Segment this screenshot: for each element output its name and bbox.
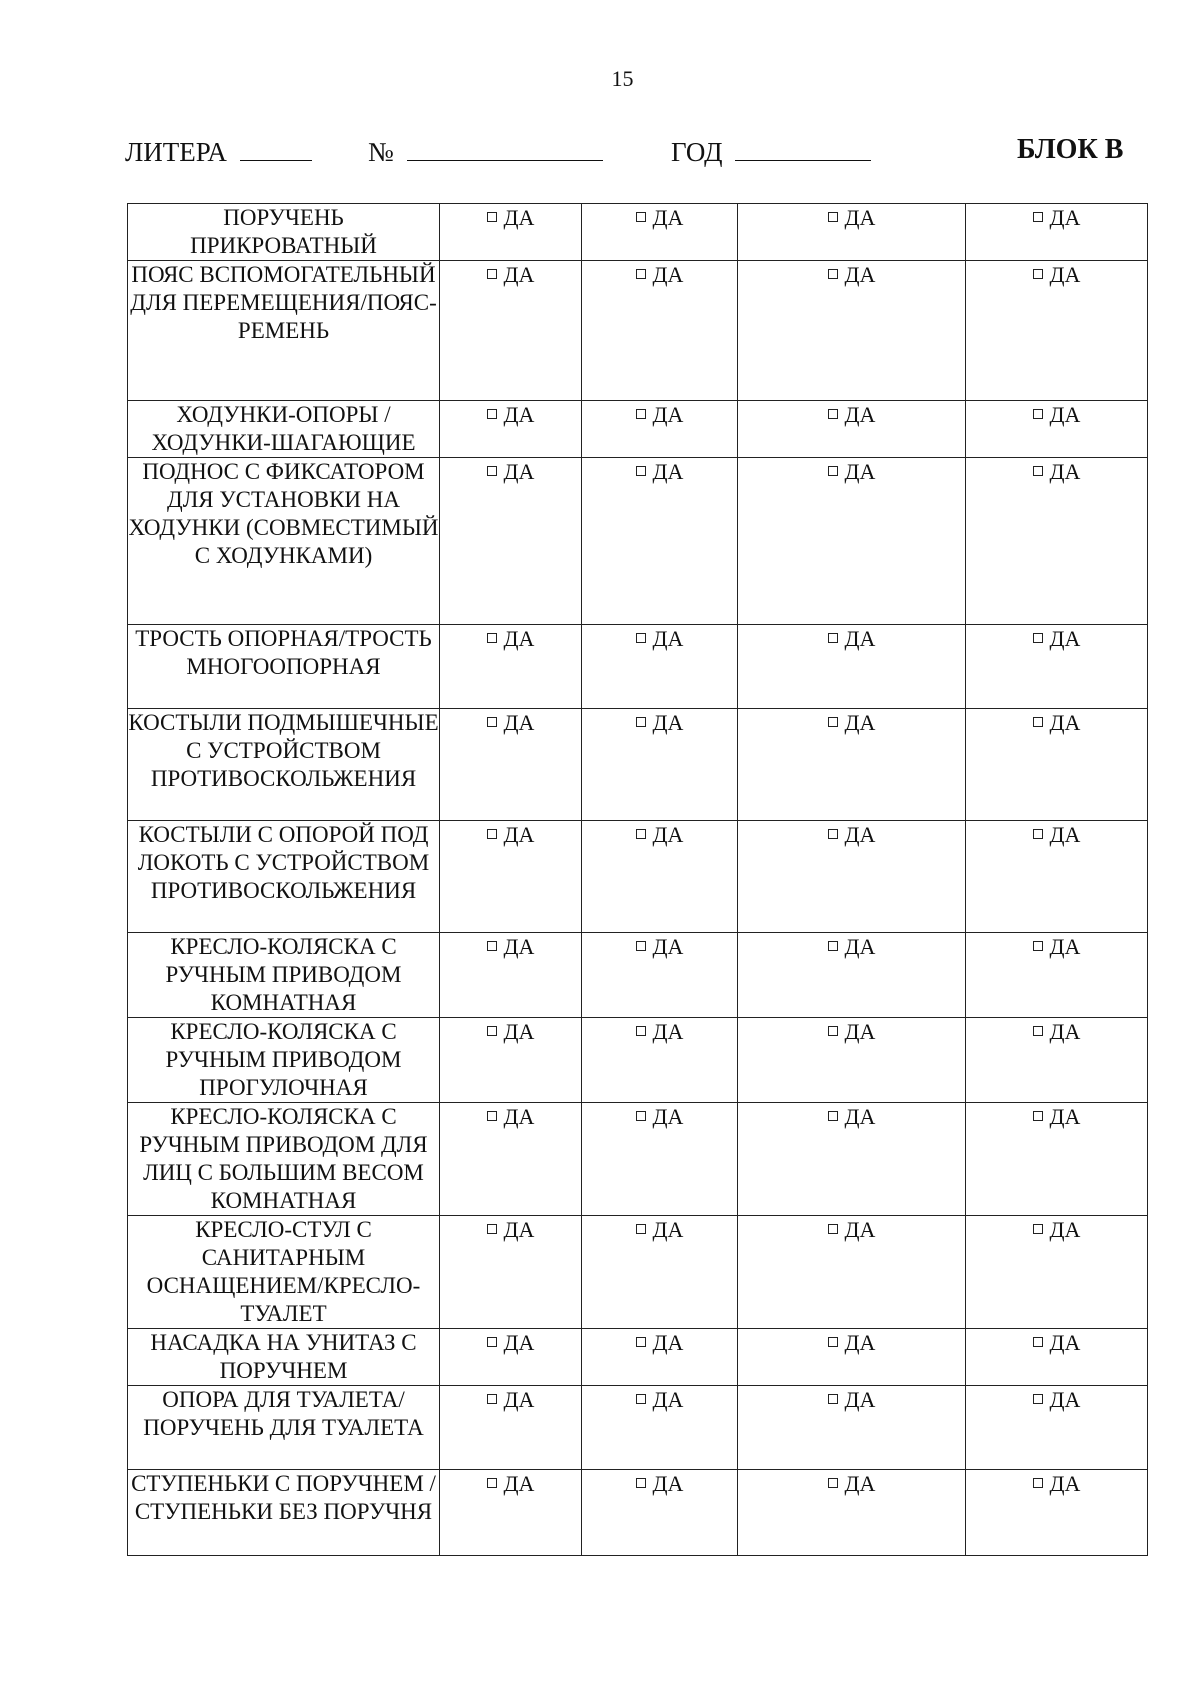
equipment-name: ОПОРА ДЛЯ ТУАЛЕТА/ПОРУЧЕНЬ ДЛЯ ТУАЛЕТА bbox=[128, 1386, 440, 1470]
equipment-name: КОСТЫЛИ ПОДМЫШЕЧНЫЕ С УСТРОЙСТВОМ ПРОТИВОСКОЛЬЖЕНИЯ bbox=[128, 709, 440, 821]
yes-label: ДА bbox=[844, 459, 876, 484]
option-cell bbox=[966, 1018, 1148, 1103]
checkbox-icon[interactable] bbox=[1033, 409, 1043, 419]
checkbox-icon[interactable] bbox=[1033, 212, 1043, 222]
equipment-name: КРЕСЛО-КОЛЯСКА С РУЧНЫМ ПРИВОДОМ КОМНАТНАЯ bbox=[128, 933, 440, 1018]
table-row bbox=[128, 1386, 1148, 1470]
checkbox-icon[interactable] bbox=[487, 409, 497, 419]
option-cell bbox=[738, 625, 966, 709]
option-cell bbox=[582, 458, 738, 625]
yes-label: ДА bbox=[652, 626, 684, 651]
option-cell bbox=[966, 821, 1148, 933]
yes-option[interactable] bbox=[440, 204, 581, 232]
yes-label: ДА bbox=[652, 1019, 684, 1044]
option-cell bbox=[966, 1216, 1148, 1329]
yes-option[interactable] bbox=[582, 709, 737, 737]
option-cell bbox=[582, 709, 738, 821]
option-cell bbox=[440, 625, 582, 709]
checkbox-icon[interactable] bbox=[487, 1394, 497, 1404]
option-cell bbox=[738, 1103, 966, 1216]
yes-option[interactable] bbox=[966, 204, 1147, 232]
yes-option[interactable] bbox=[440, 1329, 581, 1357]
yes-label: ДА bbox=[503, 459, 535, 484]
checkbox-icon[interactable] bbox=[487, 466, 497, 476]
yes-label: ДА bbox=[844, 934, 876, 959]
checkbox-icon[interactable] bbox=[636, 466, 646, 476]
yes-option[interactable] bbox=[440, 933, 581, 961]
checkbox-icon[interactable] bbox=[828, 1478, 838, 1488]
checkbox-icon[interactable] bbox=[1033, 1111, 1043, 1121]
option-cell bbox=[966, 204, 1148, 261]
table-row bbox=[128, 204, 1148, 261]
table-row bbox=[128, 261, 1148, 401]
checkbox-icon[interactable] bbox=[487, 212, 497, 222]
yes-option[interactable] bbox=[966, 821, 1147, 849]
yes-option[interactable] bbox=[738, 933, 965, 961]
yes-option[interactable] bbox=[738, 821, 965, 849]
yes-option[interactable] bbox=[440, 1216, 581, 1244]
yes-option[interactable] bbox=[440, 1470, 581, 1498]
year-field bbox=[671, 134, 871, 168]
number-label: № bbox=[368, 137, 394, 167]
yes-label: ДА bbox=[503, 1387, 535, 1412]
yes-option[interactable] bbox=[582, 1103, 737, 1131]
yes-label: ДА bbox=[503, 822, 535, 847]
checkbox-icon[interactable] bbox=[828, 1394, 838, 1404]
yes-label: ДА bbox=[1049, 1019, 1081, 1044]
yes-option[interactable] bbox=[582, 1470, 737, 1498]
option-cell bbox=[738, 709, 966, 821]
option-cell bbox=[582, 261, 738, 401]
yes-label: ДА bbox=[1049, 262, 1081, 287]
yes-option[interactable] bbox=[738, 401, 965, 429]
option-cell bbox=[582, 821, 738, 933]
checkbox-icon[interactable] bbox=[828, 717, 838, 727]
table-row bbox=[128, 1216, 1148, 1329]
yes-label: ДА bbox=[1049, 459, 1081, 484]
option-cell bbox=[966, 401, 1148, 458]
checkbox-icon[interactable] bbox=[487, 1224, 497, 1234]
litera-blank[interactable] bbox=[240, 134, 312, 161]
table-row bbox=[128, 1103, 1148, 1216]
yes-option[interactable] bbox=[966, 933, 1147, 961]
yes-label: ДА bbox=[503, 934, 535, 959]
option-cell bbox=[440, 1018, 582, 1103]
checkbox-icon[interactable] bbox=[636, 1394, 646, 1404]
yes-option[interactable] bbox=[738, 261, 965, 289]
yes-option[interactable] bbox=[966, 709, 1147, 737]
yes-label: ДА bbox=[1049, 1330, 1081, 1355]
option-cell bbox=[440, 821, 582, 933]
option-cell bbox=[440, 1470, 582, 1556]
option-cell bbox=[582, 625, 738, 709]
checkbox-icon[interactable] bbox=[828, 466, 838, 476]
year-label: ГОД bbox=[671, 137, 723, 167]
table-row bbox=[128, 1329, 1148, 1386]
yes-label: ДА bbox=[844, 1330, 876, 1355]
table-row bbox=[128, 1018, 1148, 1103]
option-cell bbox=[440, 1386, 582, 1470]
option-cell bbox=[738, 1470, 966, 1556]
checkbox-icon[interactable] bbox=[487, 1111, 497, 1121]
form-header bbox=[0, 134, 1200, 174]
yes-option[interactable] bbox=[738, 1103, 965, 1131]
yes-option[interactable] bbox=[440, 401, 581, 429]
checkbox-icon[interactable] bbox=[828, 269, 838, 279]
yes-label: ДА bbox=[844, 205, 876, 230]
yes-label: ДА bbox=[844, 710, 876, 735]
yes-option[interactable] bbox=[738, 1216, 965, 1244]
yes-label: ДА bbox=[503, 1217, 535, 1242]
yes-option[interactable] bbox=[440, 1386, 581, 1414]
yes-label: ДА bbox=[652, 822, 684, 847]
option-cell bbox=[738, 933, 966, 1018]
equipment-name: НАСАДКА НА УНИТАЗ С ПОРУЧНЕМ bbox=[128, 1329, 440, 1386]
yes-label: ДА bbox=[1049, 822, 1081, 847]
yes-option[interactable] bbox=[966, 261, 1147, 289]
yes-option[interactable] bbox=[966, 625, 1147, 653]
yes-option[interactable] bbox=[966, 458, 1147, 486]
yes-label: ДА bbox=[503, 402, 535, 427]
yes-option[interactable] bbox=[738, 458, 965, 486]
litera-label: ЛИТЕРА bbox=[125, 137, 227, 167]
checkbox-icon[interactable] bbox=[828, 829, 838, 839]
yes-label: ДА bbox=[652, 1217, 684, 1242]
yes-option[interactable] bbox=[440, 625, 581, 653]
option-cell bbox=[582, 204, 738, 261]
yes-label: ДА bbox=[503, 205, 535, 230]
table-row bbox=[128, 933, 1148, 1018]
checkbox-icon[interactable] bbox=[1033, 941, 1043, 951]
option-cell bbox=[582, 1386, 738, 1470]
yes-option[interactable] bbox=[582, 401, 737, 429]
yes-label: ДА bbox=[652, 262, 684, 287]
yes-option[interactable] bbox=[582, 1329, 737, 1357]
yes-label: ДА bbox=[503, 1019, 535, 1044]
checkbox-icon[interactable] bbox=[487, 1478, 497, 1488]
checkbox-icon[interactable] bbox=[1033, 1337, 1043, 1347]
yes-option[interactable] bbox=[966, 1103, 1147, 1131]
yes-label: ДА bbox=[503, 1104, 535, 1129]
option-cell bbox=[440, 709, 582, 821]
yes-label: ДА bbox=[1049, 934, 1081, 959]
table-row bbox=[128, 1470, 1148, 1556]
checkbox-icon[interactable] bbox=[487, 269, 497, 279]
option-cell bbox=[966, 1386, 1148, 1470]
equipment-table-body bbox=[128, 204, 1148, 1556]
yes-option[interactable] bbox=[440, 1018, 581, 1046]
equipment-name: СТУПЕНЬКИ С ПОРУЧНЕМ /СТУПЕНЬКИ БЕЗ ПОРУЧНЯ bbox=[128, 1470, 440, 1556]
checkbox-icon[interactable] bbox=[487, 633, 497, 643]
yes-label: ДА bbox=[652, 1471, 684, 1496]
option-cell bbox=[440, 1329, 582, 1386]
option-cell bbox=[966, 458, 1148, 625]
yes-option[interactable] bbox=[966, 1018, 1147, 1046]
equipment-name: КРЕСЛО-СТУЛ С САНИТАРНЫМ ОСНАЩЕНИЕМ/КРЕСЛО-ТУАЛЕТ bbox=[128, 1216, 440, 1329]
yes-option[interactable] bbox=[582, 1216, 737, 1244]
option-cell bbox=[966, 1470, 1148, 1556]
option-cell bbox=[440, 933, 582, 1018]
option-cell bbox=[738, 1216, 966, 1329]
option-cell bbox=[582, 933, 738, 1018]
checkbox-icon[interactable] bbox=[636, 829, 646, 839]
yes-option[interactable] bbox=[966, 1386, 1147, 1414]
option-cell bbox=[582, 1470, 738, 1556]
option-cell bbox=[440, 261, 582, 401]
year-blank[interactable] bbox=[735, 134, 871, 161]
checkbox-icon[interactable] bbox=[487, 829, 497, 839]
option-cell bbox=[440, 1216, 582, 1329]
yes-label: ДА bbox=[503, 1471, 535, 1496]
option-cell bbox=[966, 261, 1148, 401]
yes-label: ДА bbox=[1049, 1387, 1081, 1412]
yes-label: ДА bbox=[503, 262, 535, 287]
yes-option[interactable] bbox=[582, 458, 737, 486]
yes-label: ДА bbox=[844, 1387, 876, 1412]
yes-option[interactable] bbox=[582, 1386, 737, 1414]
yes-option[interactable] bbox=[738, 204, 965, 232]
number-blank[interactable] bbox=[407, 134, 603, 161]
yes-option[interactable] bbox=[966, 1216, 1147, 1244]
yes-label: ДА bbox=[503, 710, 535, 735]
yes-label: ДА bbox=[503, 1330, 535, 1355]
yes-label: ДА bbox=[844, 626, 876, 651]
yes-label: ДА bbox=[1049, 402, 1081, 427]
checkbox-icon[interactable] bbox=[1033, 1394, 1043, 1404]
table-row bbox=[128, 458, 1148, 625]
checkbox-icon[interactable] bbox=[1033, 466, 1043, 476]
checkbox-icon[interactable] bbox=[828, 633, 838, 643]
option-cell bbox=[738, 1018, 966, 1103]
checkbox-icon[interactable] bbox=[487, 941, 497, 951]
yes-label: ДА bbox=[844, 262, 876, 287]
checkbox-icon[interactable] bbox=[636, 212, 646, 222]
checkbox-icon[interactable] bbox=[636, 1478, 646, 1488]
yes-label: ДА bbox=[1049, 205, 1081, 230]
yes-option[interactable] bbox=[738, 1386, 965, 1414]
option-cell bbox=[738, 401, 966, 458]
equipment-name: ПОЯС ВСПОМОГАТЕЛЬНЫЙ ДЛЯ ПЕРЕМЕЩЕНИЯ/ПОЯС-РЕМЕНЬ bbox=[128, 261, 440, 401]
option-cell bbox=[440, 1103, 582, 1216]
table-row bbox=[128, 625, 1148, 709]
yes-option[interactable] bbox=[582, 1018, 737, 1046]
checkbox-icon[interactable] bbox=[828, 1224, 838, 1234]
checkbox-icon[interactable] bbox=[828, 1026, 838, 1036]
option-cell bbox=[582, 401, 738, 458]
option-cell bbox=[966, 709, 1148, 821]
yes-label: ДА bbox=[844, 1471, 876, 1496]
yes-label: ДА bbox=[652, 710, 684, 735]
option-cell bbox=[738, 458, 966, 625]
number-field bbox=[368, 134, 603, 168]
option-cell bbox=[582, 1018, 738, 1103]
yes-option[interactable] bbox=[440, 458, 581, 486]
yes-option[interactable] bbox=[738, 709, 965, 737]
yes-option[interactable] bbox=[440, 261, 581, 289]
option-cell bbox=[966, 1103, 1148, 1216]
option-cell bbox=[738, 261, 966, 401]
yes-label: ДА bbox=[652, 1104, 684, 1129]
checkbox-icon[interactable] bbox=[828, 1337, 838, 1347]
checkbox-icon[interactable] bbox=[487, 1026, 497, 1036]
checkbox-icon[interactable] bbox=[636, 1111, 646, 1121]
checkbox-icon[interactable] bbox=[636, 633, 646, 643]
yes-option[interactable] bbox=[582, 821, 737, 849]
checkbox-icon[interactable] bbox=[636, 717, 646, 727]
equipment-name: ПОРУЧЕНЬ ПРИКРОВАТНЫЙ bbox=[128, 204, 440, 261]
checkbox-icon[interactable] bbox=[636, 409, 646, 419]
equipment-name: ТРОСТЬ ОПОРНАЯ/ТРОСТЬ МНОГООПОРНАЯ bbox=[128, 625, 440, 709]
yes-label: ДА bbox=[652, 459, 684, 484]
option-cell bbox=[582, 1103, 738, 1216]
option-cell bbox=[738, 1329, 966, 1386]
yes-option[interactable] bbox=[440, 709, 581, 737]
yes-option[interactable] bbox=[582, 625, 737, 653]
option-cell bbox=[738, 821, 966, 933]
option-cell bbox=[440, 458, 582, 625]
yes-option[interactable] bbox=[582, 261, 737, 289]
yes-option[interactable] bbox=[966, 1470, 1147, 1498]
checkbox-icon[interactable] bbox=[1033, 717, 1043, 727]
yes-label: ДА bbox=[652, 402, 684, 427]
page-number: 15 bbox=[611, 66, 634, 91]
checkbox-icon[interactable] bbox=[1033, 829, 1043, 839]
yes-label: ДА bbox=[1049, 710, 1081, 735]
checkbox-icon[interactable] bbox=[828, 941, 838, 951]
yes-label: ДА bbox=[652, 205, 684, 230]
checkbox-icon[interactable] bbox=[487, 1337, 497, 1347]
yes-option[interactable] bbox=[966, 1329, 1147, 1357]
checkbox-icon[interactable] bbox=[1033, 1478, 1043, 1488]
yes-option[interactable] bbox=[738, 1470, 965, 1498]
option-cell bbox=[966, 1329, 1148, 1386]
checkbox-icon[interactable] bbox=[828, 409, 838, 419]
checkbox-icon[interactable] bbox=[636, 1026, 646, 1036]
yes-label: ДА bbox=[844, 1019, 876, 1044]
checkbox-icon[interactable] bbox=[828, 1111, 838, 1121]
option-cell bbox=[440, 204, 582, 261]
yes-option[interactable] bbox=[440, 1103, 581, 1131]
yes-label: ДА bbox=[1049, 1217, 1081, 1242]
equipment-name: ХОДУНКИ-ОПОРЫ /ХОДУНКИ-ШАГАЮЩИЕ bbox=[128, 401, 440, 458]
checkbox-icon[interactable] bbox=[636, 1337, 646, 1347]
option-cell bbox=[440, 401, 582, 458]
checkbox-icon[interactable] bbox=[1033, 1224, 1043, 1234]
checkbox-icon[interactable] bbox=[636, 1224, 646, 1234]
table-row bbox=[128, 709, 1148, 821]
option-cell bbox=[738, 1386, 966, 1470]
yes-label: ДА bbox=[652, 1387, 684, 1412]
equipment-name: КРЕСЛО-КОЛЯСКА С РУЧНЫМ ПРИВОДОМ ДЛЯ ЛИЦ С БОЛЬШИМ ВЕСОМ КОМНАТНАЯ bbox=[128, 1103, 440, 1216]
yes-label: ДА bbox=[844, 402, 876, 427]
yes-label: ДА bbox=[503, 626, 535, 651]
checkbox-icon[interactable] bbox=[636, 941, 646, 951]
option-cell bbox=[966, 625, 1148, 709]
table-row bbox=[128, 401, 1148, 458]
yes-option[interactable] bbox=[966, 401, 1147, 429]
checkbox-icon[interactable] bbox=[828, 212, 838, 222]
yes-option[interactable] bbox=[582, 933, 737, 961]
checkbox-icon[interactable] bbox=[487, 717, 497, 727]
yes-label: ДА bbox=[844, 822, 876, 847]
equipment-name: ПОДНОС С ФИКСАТОРОМ ДЛЯ УСТАНОВКИ НА ХОДУНКИ (СОВМЕСТИМЫЙ С ХОДУНКАМИ) bbox=[128, 458, 440, 625]
block-title: БЛОК В bbox=[1017, 134, 1124, 165]
yes-label: ДА bbox=[652, 1330, 684, 1355]
yes-option[interactable] bbox=[738, 1018, 965, 1046]
yes-label: ДА bbox=[1049, 1471, 1081, 1496]
equipment-table bbox=[127, 203, 1148, 1556]
yes-label: ДА bbox=[844, 1217, 876, 1242]
option-cell bbox=[582, 1216, 738, 1329]
checkbox-icon[interactable] bbox=[636, 269, 646, 279]
option-cell bbox=[966, 933, 1148, 1018]
yes-label: ДА bbox=[1049, 1104, 1081, 1129]
yes-label: ДА bbox=[844, 1104, 876, 1129]
yes-option[interactable] bbox=[738, 625, 965, 653]
yes-label: ДА bbox=[1049, 626, 1081, 651]
option-cell bbox=[738, 204, 966, 261]
checkbox-icon[interactable] bbox=[1033, 633, 1043, 643]
checkbox-icon[interactable] bbox=[1033, 269, 1043, 279]
equipment-name: КОСТЫЛИ С ОПОРОЙ ПОД ЛОКОТЬ С УСТРОЙСТВОМ ПРОТИВОСКОЛЬЖЕНИЯ bbox=[128, 821, 440, 933]
equipment-name: КРЕСЛО-КОЛЯСКА С РУЧНЫМ ПРИВОДОМ ПРОГУЛОЧНАЯ bbox=[128, 1018, 440, 1103]
yes-option[interactable] bbox=[738, 1329, 965, 1357]
checkbox-icon[interactable] bbox=[1033, 1026, 1043, 1036]
yes-option[interactable] bbox=[440, 821, 581, 849]
table-row bbox=[128, 821, 1148, 933]
litera-field bbox=[125, 134, 312, 168]
yes-option[interactable] bbox=[582, 204, 737, 232]
yes-label: ДА bbox=[652, 934, 684, 959]
option-cell bbox=[582, 1329, 738, 1386]
